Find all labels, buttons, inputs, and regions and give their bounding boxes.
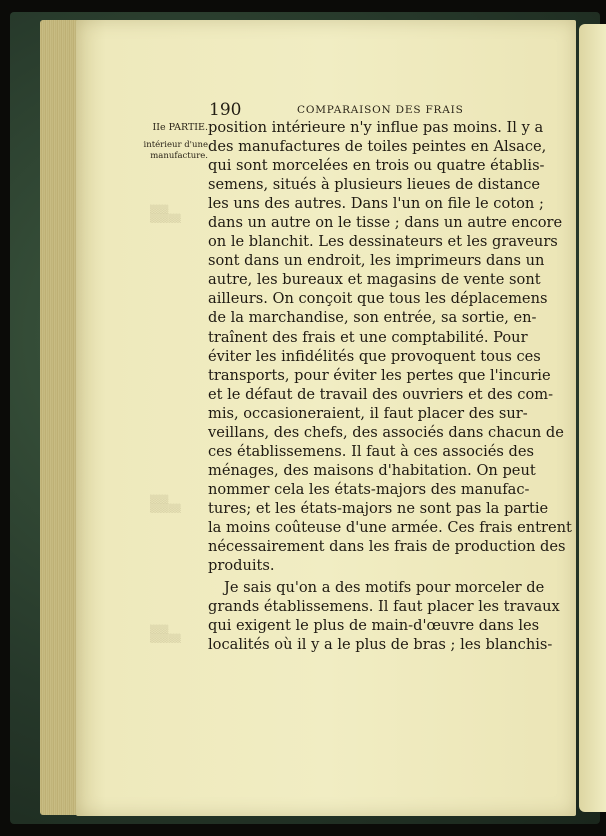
text-line: ailleurs. On conçoit que tous les déplacemens	[208, 290, 548, 308]
text-line: dans un autre on le tisse ; dans un autre encore	[208, 214, 563, 232]
text-line: traînent des frais et une comptabilité. Pour	[208, 328, 528, 346]
facing-page-edge	[579, 24, 606, 812]
text-line: et le défaut de travail des ouvriers et des com-	[208, 385, 554, 403]
page-number: 190	[209, 100, 242, 120]
text-line: veillans, des chefs, des associés dans chacun de	[208, 423, 564, 441]
text-line: produits.	[208, 557, 275, 575]
text-line: Je sais qu'on a des motifs pour morceler de	[224, 579, 545, 597]
text-line: grands établissemens. Il faut placer les travaux	[208, 598, 560, 616]
paragraph-1	[208, 118, 572, 575]
text-line: les uns des autres. Dans l'un on file le coton ;	[208, 195, 544, 213]
text-line: semens, situés à plusieurs lieues de distance	[208, 176, 541, 194]
margin-topic-line: intérieur d'une	[143, 140, 208, 150]
text-line: transports, pour éviter les pertes que l'incurie	[208, 366, 551, 384]
text-line: autre, les bureaux et magasins de vente sont	[208, 271, 541, 289]
text-line: la moins coûteuse d'une armée. Ces frais entrent	[208, 518, 572, 536]
text-line: éviter les infidélités que provoquent tous ces	[208, 347, 541, 365]
text-line: de la marchandise, son entrée, sa sortie, en-	[208, 309, 537, 327]
text-line: sont dans un endroit, les imprimeurs dans un	[208, 252, 545, 270]
show-through-mark: ▒▒▒ ▒▒▒▒▒	[150, 205, 181, 223]
text-line: tures; et les états-majors ne sont pas la partie	[208, 499, 549, 517]
text-line: on le blanchit. Les dessinateurs et les graveurs	[208, 233, 558, 251]
text-line: position intérieure n'y influe pas moins. Il y a	[208, 119, 544, 136]
text-line: localités où il y a le plus de bras ; les blanchis-	[208, 636, 553, 654]
text-line: nommer cela les états-majors des manufac-	[208, 480, 530, 498]
text-line: ménages, des maisons d'habitation. On peut	[208, 461, 536, 479]
paragraph-2	[208, 578, 560, 654]
margin-topic-line: manufacture.	[150, 150, 208, 161]
text-line: nécessairement dans les frais de production des	[208, 538, 566, 556]
show-through-mark: ▒▒▒ ▒▒▒▒▒	[150, 625, 181, 643]
show-through-mark: ▒▒▒ ▒▒▒▒▒	[150, 495, 181, 513]
text-line: ces établissemens. Il faut à ces associés des	[208, 442, 534, 460]
margin-part-label: IIe PARTIE.	[152, 122, 208, 133]
running-title: COMPARAISON DES FRAIS	[297, 104, 464, 116]
page-header	[0, 100, 606, 120]
body-text	[208, 118, 572, 654]
text-line: mis, occasioneraient, il faut placer des sur-	[208, 404, 528, 422]
text-line: qui exigent le plus de main-d'œuvre dans les	[208, 617, 540, 635]
margin-topic-note	[138, 140, 208, 161]
text-line: qui sont morcelées en trois ou quatre établis-	[208, 157, 545, 175]
text-line: des manufactures de toiles peintes en Alsace,	[208, 138, 547, 156]
